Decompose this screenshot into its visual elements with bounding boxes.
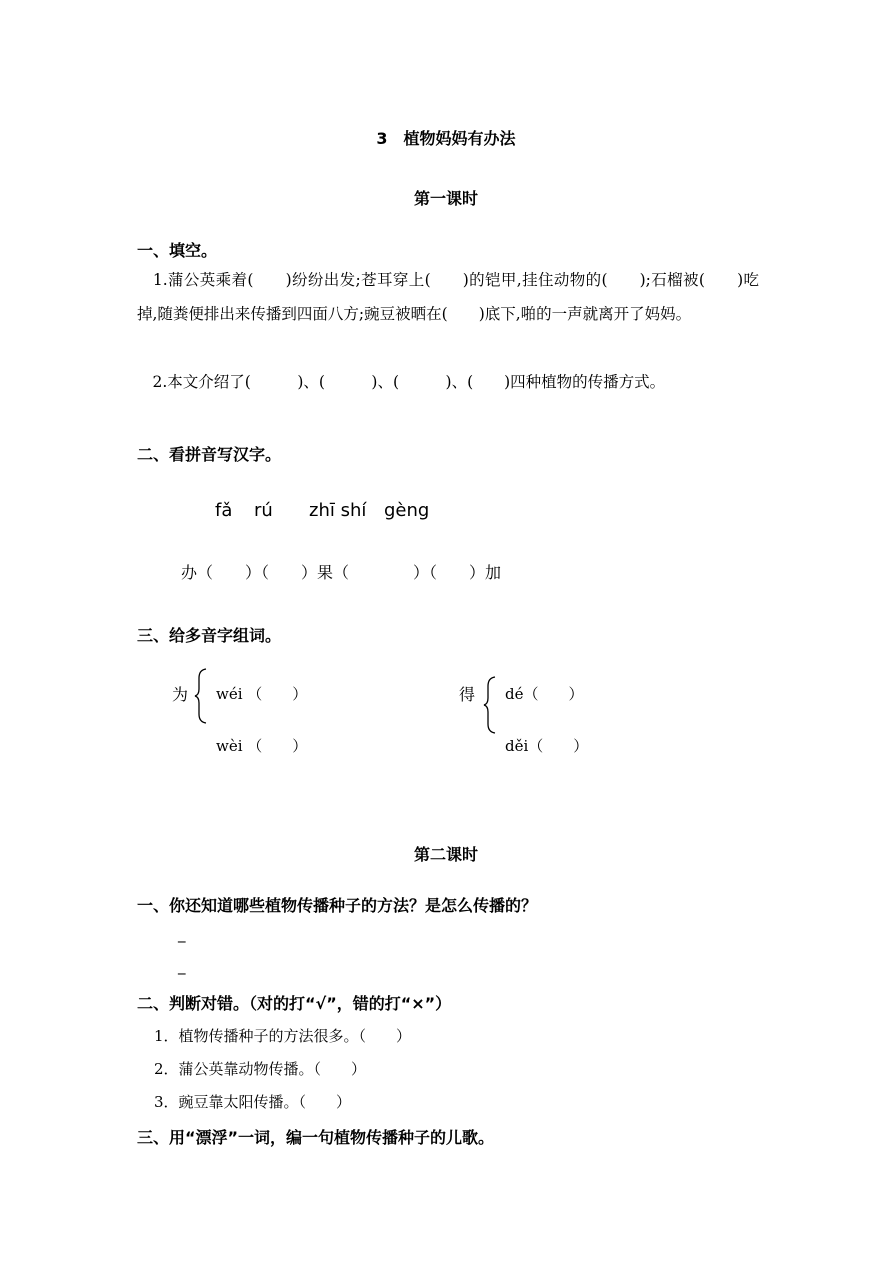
pinyin-ru: rú — [254, 500, 273, 521]
pinyin-answer-row: 办（ ）（ ）果（ ）（ ）加 — [181, 563, 502, 582]
fill-blank-question-1: 1.蒲公英乘着( )纷纷出发;苍耳穿上( )的铠甲,挂住动物的( );石榴被( )吃掉,随粪便排出来传播到四面八方;豌豆被晒在( )底下,啪的一声就离开了妈妈。 — [137, 271, 759, 323]
pinyin-geng: gèng — [384, 500, 430, 521]
lesson2-part1-heading: 一、你还知道哪些植物传播种子的方法？是怎么传播的？ — [137, 896, 538, 915]
answer-blank-mark: _ — [178, 925, 186, 943]
lesson2-part2-heading: 二、判断对错。（对的打“√”，错的打“×”） — [137, 994, 452, 1013]
left-brace-icon — [194, 668, 208, 724]
lesson1-heading: 第一课时 — [413, 189, 478, 208]
page-title: 3 植物妈妈有办法 — [376, 129, 516, 148]
judgment-item-2: 2．蒲公英靠动物传播。（ ） — [154, 1060, 367, 1078]
reading-wei2: wéi （ ） — [216, 685, 308, 703]
judgment-item-1: 1．植物传播种子的方法很多。（ ） — [154, 1027, 412, 1045]
left-brace-icon — [483, 676, 497, 734]
lesson2-part3-heading: 三、用“漂浮”一词，编一句植物传播种子的儿歌。 — [137, 1128, 495, 1147]
reading-dei3: děi（ ） — [505, 737, 589, 755]
pinyin-zhishi: zhī shí — [309, 500, 367, 521]
lesson1-part1-heading: 一、填空。 — [137, 241, 218, 260]
lesson2-heading: 第二课时 — [413, 845, 478, 864]
lesson1-part2-heading: 二、看拼音写汉字。 — [137, 445, 282, 464]
polyphone-char-de: 得 — [459, 685, 476, 704]
fill-blank-question-2: 2.本文介绍了( )、( )、( )、( )四种植物的传播方式。 — [137, 373, 666, 391]
lesson1-part3-heading: 三、给多音字组词。 — [137, 626, 282, 645]
reading-de2: dé（ ） — [505, 685, 584, 703]
reading-wei4: wèi （ ） — [216, 737, 308, 755]
polyphone-char-wei: 为 — [172, 685, 189, 704]
answer-blank-mark: _ — [178, 957, 186, 975]
judgment-item-3: 3．豌豆靠太阳传播。（ ） — [154, 1093, 352, 1111]
pinyin-fa: fǎ — [215, 500, 233, 521]
